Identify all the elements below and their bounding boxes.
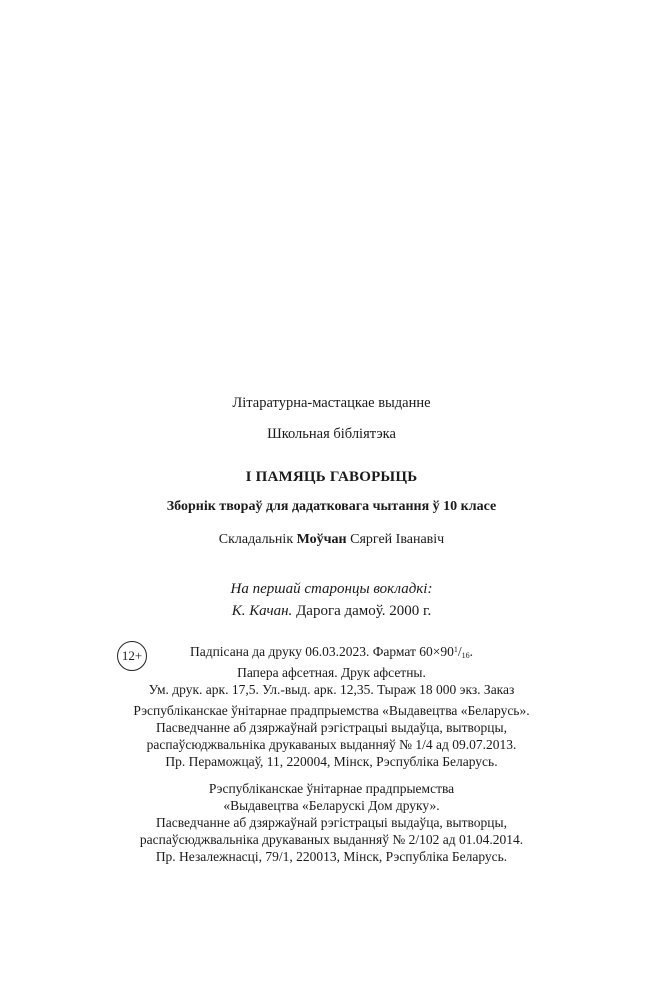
format-denominator: 16 (461, 651, 470, 660)
compiler-prefix: Складальнік (218, 532, 297, 547)
publisher-2 (0, 780, 663, 865)
publisher-2-line: распаўсюджвальніка друкаваных выданняў № 2/102 ад 01.04.2014. (139, 832, 524, 847)
publisher-1-line: Пасведчанне аб дзяржаўнай рэгістрацыі выдаўца, вытворцы, (156, 720, 507, 735)
cover-artist: К. Качан. (231, 603, 293, 619)
format-period: . (469, 644, 474, 659)
library-text: Школьная бібліятэка (267, 426, 396, 442)
compiler-surname: Моўчан (296, 532, 347, 547)
print-info-paper: Папера афсетная. Друк афсетны. (237, 665, 426, 680)
series-label (0, 395, 663, 412)
publisher-1 (0, 702, 663, 770)
print-info (0, 641, 663, 698)
publisher-1-line: Рэспубліканскае ўнітарнае прадпрыемства «Выдавецтва «Беларусь». (133, 703, 530, 718)
cover-artwork: Дарога дамоў. 2000 г. (292, 603, 432, 619)
publisher-1-line: распаўсюджвальніка друкаваных выданняў № 1/4 ад 09.07.2013. (146, 737, 517, 752)
library-label (0, 426, 663, 443)
publisher-2-line: Пасведчанне аб дзяржаўнай рэгістрацыі выдаўца, вытворцы, (156, 815, 507, 830)
compiler-line (0, 532, 663, 548)
book-subtitle (0, 499, 663, 515)
age-rating-badge: 12+ (117, 641, 147, 671)
series-text: Літаратурна-мастацкае выданне (232, 395, 431, 411)
book-title (0, 469, 663, 486)
format-slash: / (457, 644, 462, 659)
publisher-2-line: Пр. Незалежнасці, 79/1, 220013, Мінск, Рэспубліка Беларусь. (155, 849, 508, 864)
print-info-format-main: Падпісана да друку 06.03.2023. Фармат 60×90 (189, 644, 454, 659)
print-info-format (0, 641, 663, 664)
publisher-2-line: «Выдавецтва «Беларускі Дом друку». (223, 798, 440, 813)
format-numerator: 1 (453, 645, 458, 654)
cover-credit (0, 578, 663, 622)
publisher-1-line: Пр. Пераможцаў, 11, 220004, Мінск, Рэспубліка Беларусь. (165, 754, 498, 769)
print-info-sheets: Ум. друк. арк. 17,5. Ул.-выд. арк. 12,35. Тыраж 18 000 экз. Заказ (148, 682, 515, 697)
publisher-2-line: Рэспубліканскае ўнітарнае прадпрыемства (208, 781, 455, 796)
compiler-text (0, 532, 663, 548)
compiler-given-name: Сяргей Іванавіч (346, 532, 445, 547)
cover-credit-heading: На першай старонцы вокладкі: (230, 581, 433, 597)
cover-credit-work (0, 600, 663, 622)
book-subtitle-text: Зборнік твораў для дадатковага чытання ў 10 класе (166, 499, 497, 514)
book-title-text: І ПАМЯЦЬ ГАВОРЫЦЬ (245, 469, 418, 485)
